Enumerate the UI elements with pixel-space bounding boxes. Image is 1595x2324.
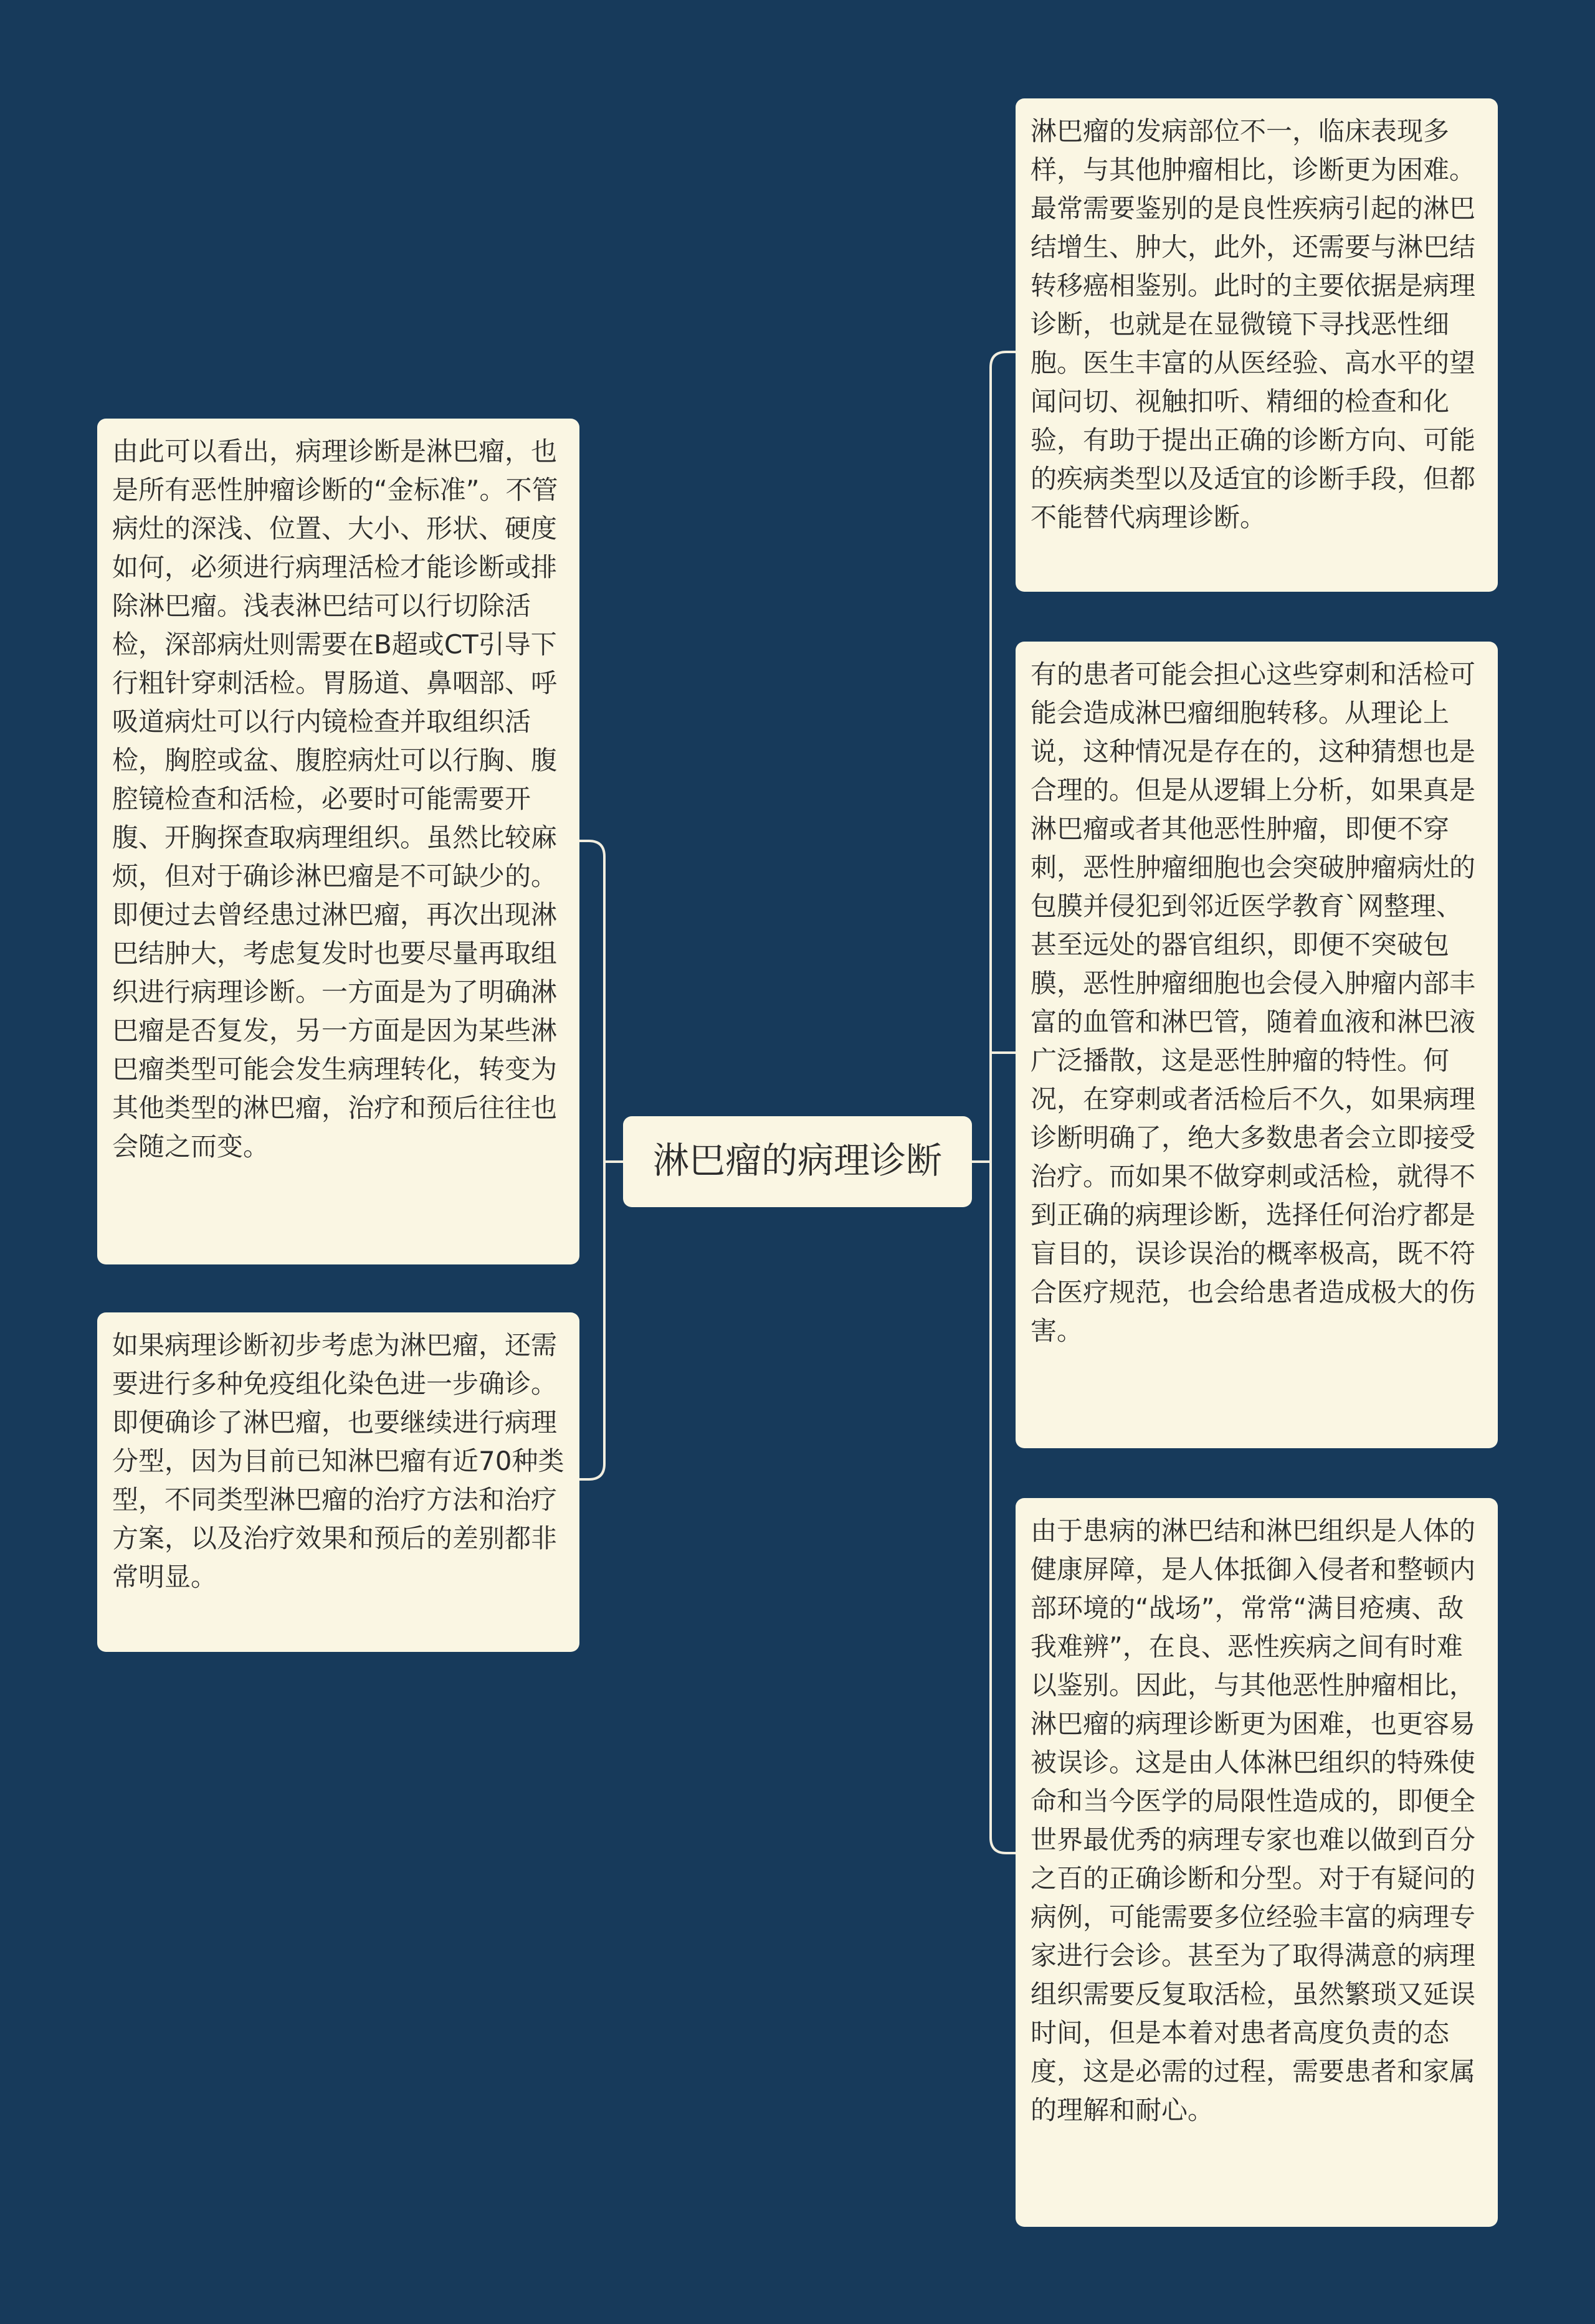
topic-node-left-1[interactable] [97,419,579,1264]
topic-node-right-3[interactable] [1016,1498,1498,2227]
topic-node-text: 由于患病的淋巴结和淋巴组织是人体的健康屏障，是人体抵御入侵者和整顿内部环境的“战场”，常常“满目疮痍、敌我难辨”，在良、恶性疾病之间有时难以鉴别。因此，与其他恶性肿瘤相比，淋巴瘤的病理诊断更为困难，也更容易被误诊。这是由人体淋巴组织的特殊使命和当今医学的局限性造成的，即便全世界最优秀的病理专家也难以做到百分之百的正确诊断和分型。对于有疑问的病例，可能需要多位经验丰富的病理专家进行会诊。甚至为了取得满意的病理组织需要反复取活检，虽然繁琐又延误时间，但是本着对患者高度负责的态度，这是必需的过程，需要患者和家属的理解和耐心。 [1031,1515,1476,2125]
central-topic[interactable] [623,1116,972,1207]
topic-node-text: 有的患者可能会担心这些穿刺和活检可能会造成淋巴瘤细胞转移。从理论上说，这种情况是存在的，这种猜想也是合理的。但是从逻辑上分析，如果真是淋巴瘤或者其他恶性肿瘤，即便不穿刺，恶性肿瘤细胞也会突破肿瘤病灶的包膜并侵犯到邻近医学教育`网整理、甚至远处的器官组织，即便不突破包膜，恶性肿瘤细胞也会侵入肿瘤内部丰富的血管和淋巴管，随着血液和淋巴液广泛播散，这是恶性肿瘤的特性。何况，在穿刺或者活检后不久，如果病理诊断明确了，绝大多数患者会立即接受治疗。而如果不做穿刺或活检，就得不到正确的病理诊断，选择任何治疗都是盲目的，误诊误治的概率极高，既不符合医疗规范，也会给患者造成极大的伤害。 [1031,659,1476,1346]
connector-right-trunk [991,352,1016,1853]
connector-left-trunk [579,841,604,1479]
topic-node-text: 由此可以看出，病理诊断是淋巴瘤，也是所有恶性肿瘤诊断的“金标准”。不管病灶的深浅、位置、大小、形状、硬度如何，必须进行病理活检才能诊断或排除淋巴瘤。浅表淋巴结可以行切除活检，深部病灶则需要在B超或CT引导下行粗针穿刺活检。胃肠道、鼻咽部、呼吸道病灶可以行内镜检查并取组织活检，胸腔或盆、腹腔病灶可以行胸、腹腔镜检查和活检，必要时可能需要开腹、开胸探查取病理组织。虽然比较麻烦，但对于确诊淋巴瘤是不可缺少的。即便过去曾经患过淋巴瘤，再次出现淋巴结肿大，考虑复发时也要尽量再取组织进行病理诊断。一方面是为了明确淋巴瘤是否复发，另一方面是因为某些淋巴瘤类型可能会发生病理转化，转变为其他类型的淋巴瘤，治疗和预后往往也会随之而变。 [112,436,558,1162]
topic-node-text: 如果病理诊断初步考虑为淋巴瘤，还需要进行多种免疫组化染色进一步确诊。即便确诊了淋巴瘤，也要继续进行病理分型，因为目前已知淋巴瘤有近70种类型，不同类型淋巴瘤的治疗方法和治疗方案，以及治疗效果和预后的差别都非常明显。 [112,1330,564,1592]
topic-node-text: 淋巴瘤的发病部位不一，临床表现多样，与其他肿瘤相比，诊断更为困难。最常需要鉴别的是良性疾病引起的淋巴结增生、肿大，此外，还需要与淋巴结转移癌相鉴别。此时的主要依据是病理诊断，也就是在显微镜下寻找恶性细胞。医生丰富的从医经验、高水平的望闻问切、视触扣听、精细的检查和化验，有助于提出正确的诊断方向、可能的疾病类型以及适宜的诊断手段，但都不能替代病理诊断。 [1031,116,1476,533]
topic-node-right-2[interactable] [1016,642,1498,1448]
topic-node-right-1[interactable] [1016,98,1498,592]
central-topic-label: 淋巴瘤的病理诊断 [652,1139,942,1182]
topic-node-left-2[interactable] [97,1312,579,1652]
